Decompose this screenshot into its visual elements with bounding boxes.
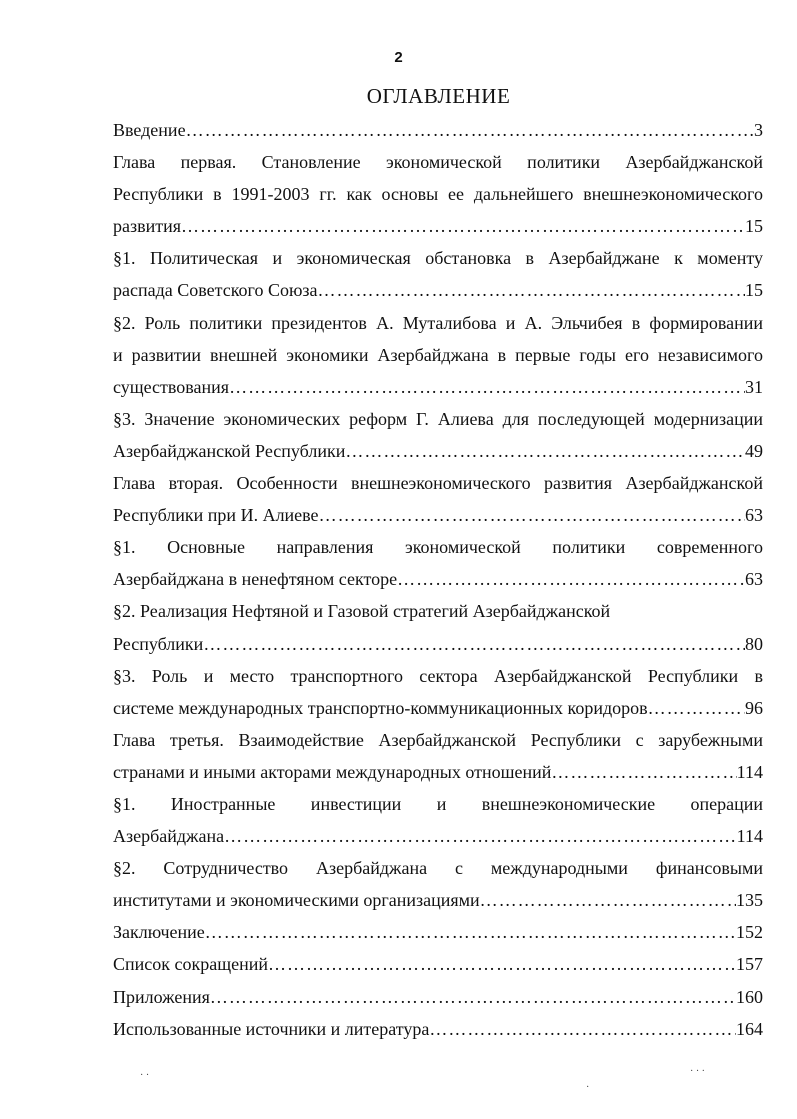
toc-page-ref: 135 <box>736 890 763 911</box>
toc-page-ref: 49 <box>745 440 763 461</box>
toc-entry-intro <box>113 114 763 146</box>
toc-page-ref: 31 <box>745 376 763 397</box>
toc-entry-text: Глава третья. Взаимодействие Азербайджанской Республики с зарубежными <box>113 729 763 750</box>
dot-leader <box>268 948 736 980</box>
dot-leader <box>203 628 745 660</box>
dot-leader <box>186 114 754 146</box>
toc-page-ref: 96 <box>745 697 763 718</box>
toc-page-ref: 80 <box>745 633 763 654</box>
page-number: 2 <box>394 49 403 66</box>
toc-entry-text: §3. Роль и место транспортного сектора Азербайджанской Республики в <box>113 665 763 686</box>
dot-leader <box>210 981 736 1013</box>
toc-entry-text: Глава первая. Становление экономической политики Азербайджанской <box>113 152 763 173</box>
toc-entry-text: распада Советского Союза <box>113 280 318 301</box>
toc-entry-text: Введение <box>113 120 186 140</box>
toc-entry-section-3-2 <box>113 884 763 916</box>
scan-speck: · · · <box>690 1066 705 1077</box>
toc-page-ref: 3 <box>754 120 763 140</box>
dot-leader <box>318 274 745 306</box>
dot-leader <box>224 820 737 852</box>
toc-page-ref: 160 <box>736 986 763 1007</box>
dot-leader <box>397 563 745 595</box>
toc-entry-section-2-3 <box>113 692 763 724</box>
toc-entry-text: Приложения <box>113 986 210 1007</box>
dot-leader <box>429 1013 736 1045</box>
dot-leader <box>480 884 736 916</box>
toc-entry-text: Использованные источники и литература <box>113 1018 430 1039</box>
toc-entry-text: §2. Реализация Нефтяной и Газовой стратегий Азербайджанской <box>113 601 611 622</box>
toc-entry-appendices <box>113 981 763 1013</box>
dot-leader <box>345 435 745 467</box>
toc-entry-sources <box>113 1013 763 1045</box>
toc-entry-text: Список сокращений <box>113 954 268 975</box>
toc-entry-text: §1. Политическая и экономическая обстановка в Азербайджане к моменту <box>113 248 763 269</box>
toc-page-ref: 157 <box>736 954 763 975</box>
dot-leader <box>181 210 745 242</box>
toc-page-ref: 63 <box>745 569 763 590</box>
dot-leader <box>319 499 745 531</box>
toc-page-ref: 15 <box>745 280 763 301</box>
toc-entry-text: существования <box>113 376 230 397</box>
table-of-contents <box>113 114 763 1045</box>
toc-entry-text: Республики <box>113 633 204 654</box>
toc-entry-section-2-1 <box>113 563 763 595</box>
toc-entry-chapter-3 <box>113 756 763 788</box>
toc-entry-text: Азербайджанской Республики <box>113 440 346 461</box>
toc-entry-text: Республики при И. Алиеве <box>113 505 319 526</box>
scan-speck: · · <box>140 1070 150 1081</box>
toc-entry-text: §1. Основные направления экономической политики современного <box>113 537 763 558</box>
toc-entry-text: Республики в 1991-2003 гг. как основы ее дальнейшего внешнеэкономического <box>113 184 763 205</box>
toc-entry-text: странами и иными акторами международных отношений <box>113 761 552 782</box>
toc-entry-chapter-2 <box>113 499 763 531</box>
dot-leader <box>229 371 745 403</box>
dot-leader <box>551 756 736 788</box>
scan-speck: · <box>586 1082 590 1093</box>
toc-entry-text: §2. Роль политики президентов А. Муталибова и А. Эльчибея в формировании <box>113 312 763 333</box>
toc-entry-abbreviations <box>113 948 763 980</box>
toc-entry-conclusion <box>113 916 763 948</box>
toc-entry-section-1-1 <box>113 274 763 306</box>
toc-entry-section-1-3 <box>113 435 763 467</box>
toc-page-ref: 114 <box>736 761 763 782</box>
toc-entry-text: §1. Иностранные инвестиции и внешнеэкономические операции <box>113 793 763 814</box>
toc-entry-text: системе международных транспортно-коммуникационных коридоров <box>113 697 648 718</box>
toc-entry-text: и развитии внешней экономики Азербайджана в первые годы его независимого <box>113 344 763 365</box>
dot-leader <box>205 916 736 948</box>
toc-entry-section-2-2 <box>113 628 763 660</box>
toc-page-ref: 63 <box>745 505 763 526</box>
toc-entry-chapter-1 <box>113 210 763 242</box>
toc-entry-text: §2. Сотрудничество Азербайджана с международными финансовыми <box>113 858 763 879</box>
toc-entry-text: §3. Значение экономических реформ Г. Алиева для последующей модернизации <box>113 408 763 429</box>
toc-page-ref: 164 <box>736 1018 763 1039</box>
toc-page-ref: 15 <box>745 216 763 237</box>
toc-entry-text: Азербайджана <box>113 826 225 847</box>
toc-entry-text: Глава вторая. Особенности внешнеэкономического развития Азербайджанской <box>113 473 763 494</box>
toc-page-ref: 114 <box>736 826 763 847</box>
toc-entry-text: Заключение <box>113 922 205 943</box>
toc-title: ОГЛАВЛЕНИЕ <box>366 84 511 108</box>
toc-entry-section-3-1 <box>113 820 763 852</box>
toc-entry-text: развития <box>113 216 182 237</box>
toc-entry-text: Азербайджана в ненефтяном секторе <box>113 569 398 590</box>
toc-page-ref: 152 <box>736 922 763 943</box>
toc-entry-text: институтами и экономическими организациями <box>113 890 480 911</box>
dot-leader <box>648 692 745 724</box>
toc-entry-section-1-2 <box>113 371 763 403</box>
